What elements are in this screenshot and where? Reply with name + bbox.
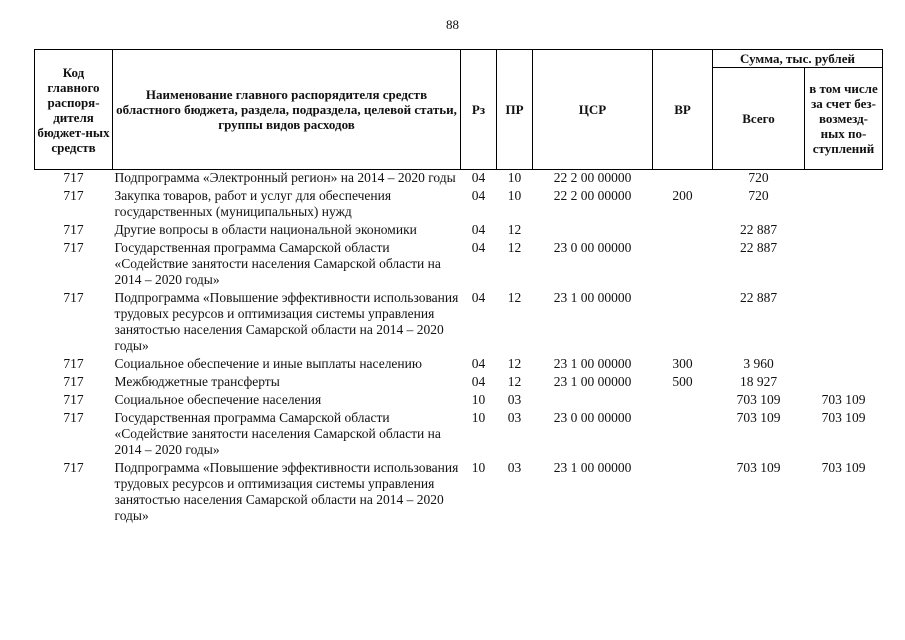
- vr-cell: [653, 170, 713, 189]
- header-code: Код главного распоря-дителя бюджет-ных средств: [35, 50, 113, 170]
- name-cell: Социальное обеспечение населения: [114, 392, 322, 407]
- free-cell: [805, 374, 883, 392]
- vr-cell: [653, 392, 713, 410]
- header-csr: ЦСР: [533, 50, 653, 170]
- vr-cell: [653, 410, 713, 460]
- vr-cell: 300: [672, 356, 693, 371]
- vr-cell: 200: [672, 188, 693, 203]
- free-cell: [805, 290, 883, 356]
- budget-table: [34, 49, 883, 526]
- free-cell: [805, 356, 883, 374]
- table-row: [35, 188, 883, 222]
- name-cell: Государственная программа Самарской области «Содействие занятости населения Самарской области на 2014 – 2020 годы»: [114, 410, 441, 457]
- code-cell: 717: [63, 374, 84, 389]
- header-sum: Сумма, тыс. рублей: [713, 50, 883, 68]
- page-number: 88: [446, 17, 459, 32]
- pr-cell: 12: [507, 374, 522, 389]
- table-row: [35, 222, 883, 240]
- rz-cell: 04: [471, 374, 486, 389]
- csr-cell: 23 0 00 00000: [553, 410, 632, 425]
- vr-cell: 500: [672, 374, 693, 389]
- free-cell: [805, 188, 883, 222]
- total-cell: 720: [748, 188, 769, 203]
- pr-cell: 12: [507, 222, 522, 237]
- rz-cell: 04: [471, 240, 486, 255]
- header-total: Всего: [713, 68, 805, 170]
- name-cell: Государственная программа Самарской области «Содействие занятости населения Самарской области на 2014 – 2020 годы»: [114, 240, 441, 287]
- table-row: [35, 374, 883, 392]
- code-cell: 717: [63, 170, 84, 185]
- code-cell: 717: [63, 460, 84, 475]
- table-row: [35, 170, 883, 189]
- total-cell: 703 109: [736, 460, 781, 475]
- name-cell: Подпрограмма «Электронный регион» на 2014 – 2020 годы: [114, 170, 456, 185]
- total-cell: 22 887: [739, 290, 778, 305]
- name-cell: Социальное обеспечение и иные выплаты населению: [114, 356, 422, 371]
- vr-cell: [653, 460, 713, 526]
- rz-cell: 10: [471, 460, 486, 475]
- total-cell: 703 109: [736, 392, 781, 407]
- csr-cell: 23 1 00 00000: [553, 290, 632, 305]
- header-free: в том числе за счет без-возмезд-ных по-ступлений: [805, 68, 883, 170]
- table-row: [35, 410, 883, 460]
- vr-cell: [653, 222, 713, 240]
- code-cell: 717: [63, 356, 84, 371]
- table-row: [35, 290, 883, 356]
- code-cell: 717: [63, 410, 84, 425]
- pr-cell: 10: [507, 188, 522, 203]
- rz-cell: 04: [471, 222, 486, 237]
- table-row: [35, 240, 883, 290]
- free-cell: [805, 240, 883, 290]
- rz-cell: 04: [471, 188, 486, 203]
- code-cell: 717: [63, 240, 84, 255]
- vr-cell: [653, 240, 713, 290]
- total-cell: 3 960: [743, 356, 774, 371]
- name-cell: Закупка товаров, работ и услуг для обеспечения государственных (муниципальных) нужд: [114, 188, 392, 219]
- pr-cell: 03: [507, 392, 522, 407]
- csr-cell: 23 1 00 00000: [553, 356, 632, 371]
- csr-cell: [533, 222, 653, 240]
- table-row: [35, 460, 883, 526]
- free-cell: 703 109: [821, 392, 866, 407]
- header-vr: ВР: [653, 50, 713, 170]
- name-cell: Межбюджетные трансферты: [114, 374, 280, 389]
- code-cell: 717: [63, 392, 84, 407]
- csr-cell: 22 2 00 00000: [553, 188, 632, 203]
- code-cell: 717: [63, 222, 84, 237]
- csr-cell: 22 2 00 00000: [553, 170, 632, 185]
- vr-cell: [653, 290, 713, 356]
- pr-cell: 03: [507, 410, 522, 425]
- name-cell: Подпрограмма «Повышение эффективности использования трудовых ресурсов и оптимизация системы управления занятостью населения Самарской области на 2014 – 2020 годы»: [114, 290, 459, 353]
- pr-cell: 12: [507, 290, 522, 305]
- pr-cell: 12: [507, 240, 522, 255]
- total-cell: 22 887: [739, 240, 778, 255]
- header-rz: Рз: [461, 50, 497, 170]
- pr-cell: 10: [507, 170, 522, 185]
- csr-cell: 23 1 00 00000: [553, 374, 632, 389]
- table-row: [35, 392, 883, 410]
- total-cell: 703 109: [736, 410, 781, 425]
- header-pr: ПР: [497, 50, 533, 170]
- rz-cell: 10: [471, 410, 486, 425]
- csr-cell: 23 0 00 00000: [553, 240, 632, 255]
- code-cell: 717: [63, 188, 84, 203]
- table-body: [35, 170, 883, 527]
- pr-cell: 03: [507, 460, 522, 475]
- name-cell: Подпрограмма «Повышение эффективности использования трудовых ресурсов и оптимизация системы управления занятостью населения Самарской области на 2014 – 2020 годы»: [114, 460, 459, 523]
- free-cell: 703 109: [821, 410, 866, 425]
- code-cell: 717: [63, 290, 84, 305]
- rz-cell: 04: [471, 356, 486, 371]
- header-name: Наименование главного распорядителя средств областного бюджета, раздела, подраздела, целевой статьи, группы видов расходов: [113, 50, 461, 170]
- name-cell: Другие вопросы в области национальной экономики: [114, 222, 417, 237]
- rz-cell: 04: [471, 170, 486, 185]
- csr-cell: [533, 392, 653, 410]
- rz-cell: 10: [471, 392, 486, 407]
- pr-cell: 12: [507, 356, 522, 371]
- table-header: [35, 50, 883, 170]
- free-cell: 703 109: [821, 460, 866, 475]
- free-cell: [805, 170, 883, 189]
- rz-cell: 04: [471, 290, 486, 305]
- total-cell: 22 887: [739, 222, 778, 237]
- free-cell: [805, 222, 883, 240]
- csr-cell: 23 1 00 00000: [553, 460, 632, 475]
- total-cell: 720: [748, 170, 769, 185]
- table-row: [35, 356, 883, 374]
- total-cell: 18 927: [739, 374, 778, 389]
